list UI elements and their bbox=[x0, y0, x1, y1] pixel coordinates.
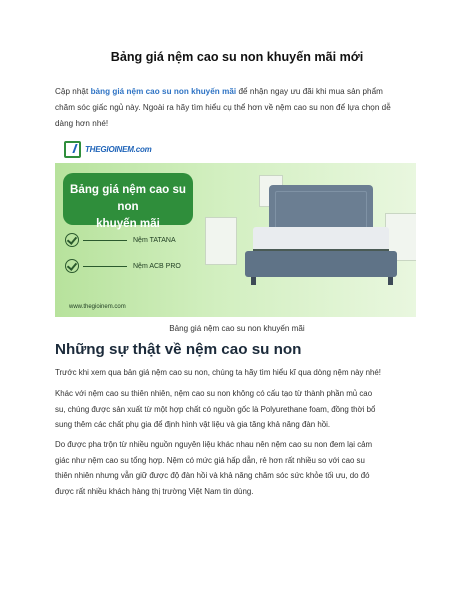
brand-logo bbox=[59, 141, 157, 157]
check-item-label: Nệm TATANA bbox=[133, 236, 176, 244]
bed-leg bbox=[388, 277, 393, 285]
section-heading: Những sự thật về nệm cao su non bbox=[55, 341, 302, 358]
banner-headline-line-1: Bảng giá nệm cao su non bbox=[70, 183, 186, 213]
intro-prefix: Cập nhật bbox=[55, 87, 91, 96]
intro-paragraph bbox=[55, 84, 425, 132]
paragraph-2 bbox=[55, 386, 427, 433]
paragraph-line: được rất nhiều khách hàng thị trường Việt Nam tin dùng. bbox=[55, 486, 254, 496]
promo-banner-image bbox=[55, 135, 416, 317]
check-item-label: Nệm ACB PRO bbox=[133, 262, 181, 270]
paragraph-line: Trước khi xem qua bản giá nệm cao su non, chúng ta hãy tìm hiểu kĩ qua dòng nệm này nhé! bbox=[55, 368, 381, 377]
intro-suffix: để nhận ngay ưu đãi khi mua sản phẩm bbox=[236, 87, 383, 96]
paragraph-line: sung thêm các chất phụ gia để định hình vật liệu và gia tăng khả năng đàn hồi. bbox=[55, 420, 331, 430]
paragraph-3 bbox=[55, 437, 427, 499]
shelf-left bbox=[205, 217, 237, 265]
paragraph-line: giác như nệm cao su tổng hợp. Nệm có mức giá hấp dẫn, rẻ hơn rất nhiều so với cao su bbox=[55, 455, 365, 465]
check-item bbox=[65, 259, 181, 273]
document-title: Bảng giá nệm cao su non khuyến mãi mới bbox=[110, 50, 364, 64]
banner-headline bbox=[63, 173, 193, 230]
banner-website: www.thegioinem.com bbox=[69, 304, 126, 310]
image-caption: Bảng giá nệm cao su non khuyến mãi bbox=[169, 324, 305, 333]
logo-mark-icon bbox=[64, 141, 81, 158]
intro-line-2: chăm sóc giấc ngủ này. Ngoài ra hãy tìm hiểu cụ thể hơn về nệm cao su non để lựa chọn dễ bbox=[55, 103, 391, 112]
logo-text: THEGIOINEM.com bbox=[85, 144, 152, 154]
paragraph-1 bbox=[55, 365, 427, 381]
check-underline bbox=[83, 266, 127, 267]
check-icon bbox=[65, 233, 79, 247]
check-item bbox=[65, 233, 176, 247]
paragraph-line: su, chúng được sản xuất từ một hợp chất có nguồn gốc là Polyurethane foam, đồng thời bổ bbox=[55, 404, 376, 414]
check-icon bbox=[65, 259, 79, 273]
bed-mattress bbox=[253, 227, 389, 254]
intro-link[interactable]: bảng giá nệm cao su non khuyến mãi bbox=[90, 87, 237, 96]
paragraph-line: Do được pha trộn từ nhiều nguồn nguyên liệu khác nhau nên nệm cao su non đem lại cảm bbox=[55, 440, 373, 449]
check-underline bbox=[83, 240, 127, 241]
paragraph-line: Khác với nệm cao su thiên nhiên, nệm cao su non không có cấu tạo từ thành phần mủ cao bbox=[55, 389, 373, 398]
intro-line-3: dàng hơn nhé! bbox=[55, 119, 109, 128]
paragraph-line: thiên nhiên nhưng vẫn giữ được độ đàn hồi và khả năng chăm sóc sức khỏe tối ưu, do đó bbox=[55, 471, 370, 481]
banner-headline-line-2: khuyến mãi bbox=[96, 217, 160, 230]
bed-frame bbox=[245, 251, 397, 277]
bed-leg bbox=[251, 277, 256, 285]
